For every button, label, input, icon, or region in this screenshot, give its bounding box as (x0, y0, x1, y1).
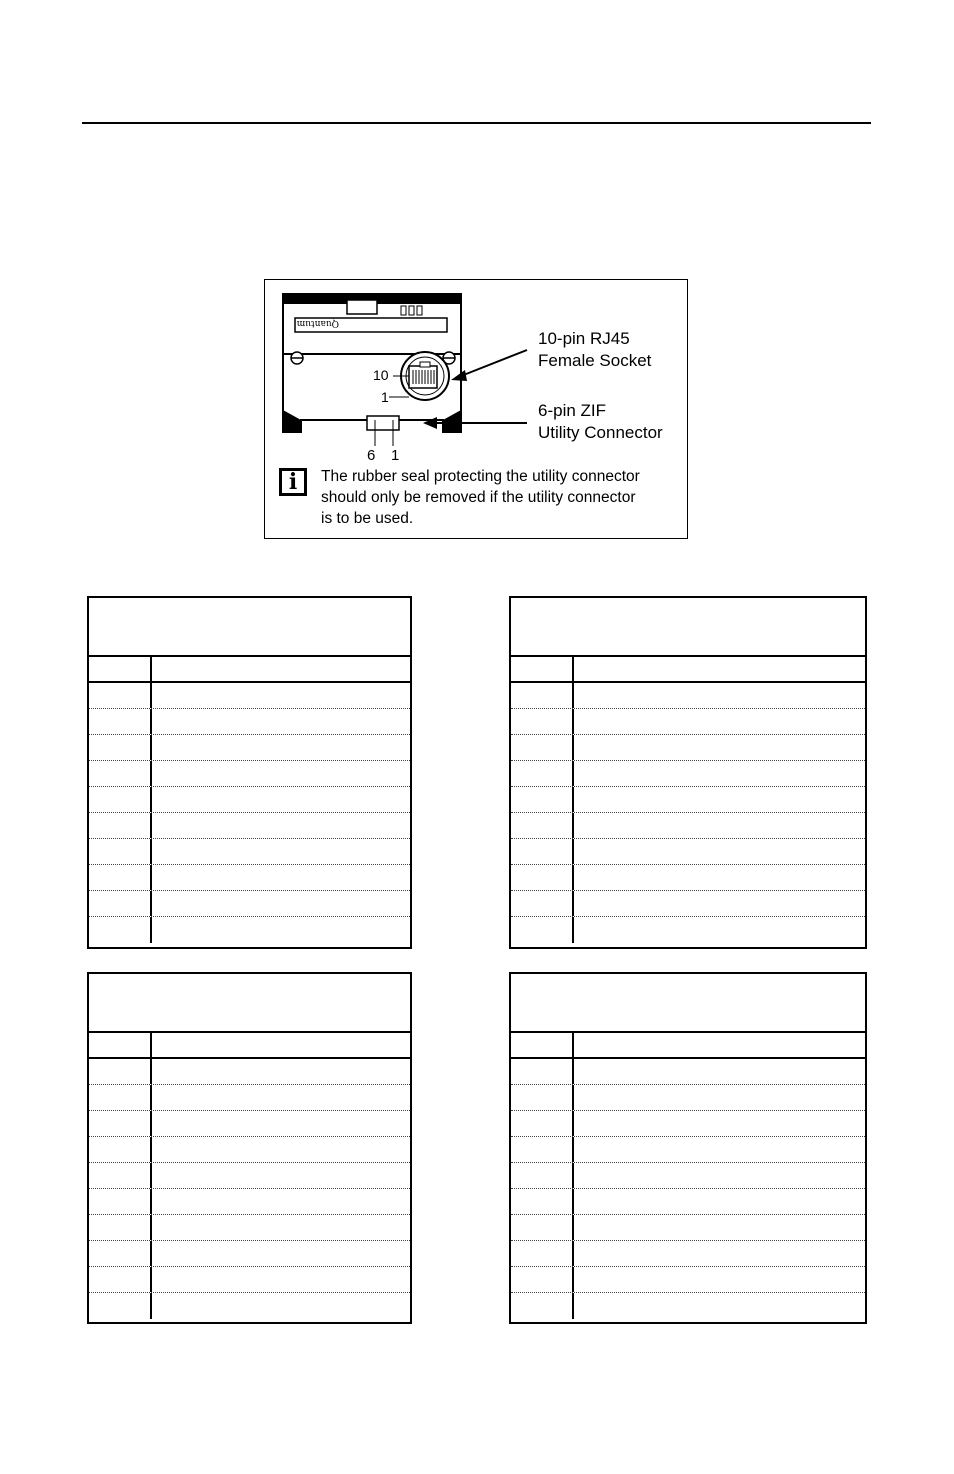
pin-cell (89, 1189, 152, 1214)
rj45-callout-line1: 10-pin RJ45 (538, 329, 630, 348)
table-row (89, 1163, 410, 1189)
pinout-table-2 (509, 596, 867, 949)
pin-cell (511, 761, 574, 786)
pin-cell (89, 761, 152, 786)
pin-cell (511, 1241, 574, 1266)
table-row (89, 839, 410, 865)
table-row (511, 1137, 865, 1163)
signal-cell (152, 1059, 410, 1084)
signal-cell (574, 1085, 865, 1110)
signal-cell (152, 1111, 410, 1136)
signal-cell (574, 1241, 865, 1266)
pin-cell (511, 1215, 574, 1240)
pin-cell (511, 683, 574, 708)
table-row (89, 1111, 410, 1137)
signal-cell (152, 787, 410, 812)
signal-cell (574, 1215, 865, 1240)
signal-cell (152, 761, 410, 786)
signal-column-header (152, 657, 410, 681)
table-row (511, 891, 865, 917)
signal-cell (152, 735, 410, 760)
table-row (89, 1267, 410, 1293)
device-logo: Quantum (296, 318, 339, 328)
table-row (511, 1241, 865, 1267)
signal-cell (152, 839, 410, 864)
table-row (511, 1189, 865, 1215)
pin-column-header (89, 1033, 152, 1057)
table-row (89, 1215, 410, 1241)
table-row (89, 787, 410, 813)
signal-cell (152, 1137, 410, 1162)
signal-cell (152, 1293, 410, 1319)
pin-cell (511, 1293, 574, 1319)
table-column-header (89, 657, 410, 683)
pin-column-header (511, 657, 574, 681)
note-line: should only be removed if the utility connector (321, 489, 636, 506)
zif-callout-line2: Utility Connector (538, 423, 663, 442)
note-line: is to be used. (321, 510, 414, 527)
pin-cell (511, 1111, 574, 1136)
table-row (89, 1137, 410, 1163)
signal-cell (574, 865, 865, 890)
signal-cell (152, 813, 410, 838)
table-column-header (511, 657, 865, 683)
pin-cell (89, 709, 152, 734)
table-row (89, 1059, 410, 1085)
signal-cell (574, 1163, 865, 1188)
signal-cell (152, 891, 410, 916)
pin-cell (511, 1085, 574, 1110)
signal-cell (574, 735, 865, 760)
table-row (511, 683, 865, 709)
pin-cell (89, 1059, 152, 1084)
pin-column-header (89, 657, 152, 681)
table-row (511, 839, 865, 865)
table-row (511, 865, 865, 891)
table-row (89, 761, 410, 787)
signal-cell (574, 709, 865, 734)
pinout-table-4 (509, 972, 867, 1324)
pin-cell (89, 839, 152, 864)
signal-cell (574, 1189, 865, 1214)
pin-cell (511, 813, 574, 838)
pin-cell (89, 683, 152, 708)
table-row (511, 1293, 865, 1319)
header-rule (82, 122, 871, 124)
table-row (511, 787, 865, 813)
zif-connector-icon (367, 416, 399, 430)
signal-cell (152, 1085, 410, 1110)
table-row (89, 683, 410, 709)
signal-cell (574, 1111, 865, 1136)
signal-column-header (152, 1033, 410, 1057)
pin-cell (511, 891, 574, 916)
table-row (89, 891, 410, 917)
pin-cell (511, 1189, 574, 1214)
pin-cell (511, 865, 574, 890)
pin-cell (89, 1163, 152, 1188)
pin-cell (511, 735, 574, 760)
zif-pin-1-label: 1 (391, 447, 400, 464)
table-row (511, 761, 865, 787)
signal-column-header (574, 1033, 865, 1057)
pin-cell (89, 1137, 152, 1162)
table-row (89, 735, 410, 761)
table-row (511, 735, 865, 761)
device-window (347, 300, 377, 314)
table-row (89, 1241, 410, 1267)
pin-cell (89, 1111, 152, 1136)
rj45-callout-arrow (461, 350, 527, 376)
table-title-cell (511, 974, 865, 1033)
signal-cell (574, 891, 865, 916)
pinout-table-1 (87, 596, 412, 949)
signal-cell (152, 1241, 410, 1266)
rj45-callout-line2: Female Socket (538, 351, 652, 370)
pin-column-header (511, 1033, 574, 1057)
signal-cell (574, 813, 865, 838)
pin-cell (89, 813, 152, 838)
pin-cell (89, 917, 152, 943)
signal-cell (574, 787, 865, 812)
pin-cell (511, 1267, 574, 1292)
signal-cell (152, 1189, 410, 1214)
info-icon: i (279, 468, 307, 496)
table-row (89, 1293, 410, 1319)
table-row (511, 1085, 865, 1111)
table-row (89, 917, 410, 943)
connector-figure (264, 279, 688, 539)
signal-column-header (574, 657, 865, 681)
signal-cell (574, 917, 865, 943)
signal-cell (574, 1293, 865, 1319)
signal-cell (574, 839, 865, 864)
pin-cell (89, 1293, 152, 1319)
pin-cell (89, 865, 152, 890)
signal-cell (574, 1059, 865, 1084)
zif-pin-6-label: 6 (367, 447, 376, 464)
pin-cell (511, 1137, 574, 1162)
status-leds (401, 306, 422, 315)
signal-cell (152, 917, 410, 943)
signal-cell (152, 1267, 410, 1292)
signal-cell (152, 683, 410, 708)
pin-cell (511, 917, 574, 943)
table-row (89, 813, 410, 839)
signal-cell (574, 1267, 865, 1292)
table-row (89, 709, 410, 735)
pin-cell (89, 1215, 152, 1240)
table-row (511, 917, 865, 943)
table-row (511, 1059, 865, 1085)
table-row (511, 1267, 865, 1293)
signal-cell (152, 709, 410, 734)
table-title-cell (89, 598, 410, 657)
pin-cell (89, 891, 152, 916)
signal-cell (574, 761, 865, 786)
table-row (89, 1189, 410, 1215)
info-note-text (321, 466, 681, 529)
pin-cell (89, 735, 152, 760)
note-line: The rubber seal protecting the utility connector (321, 468, 640, 485)
signal-cell (152, 1215, 410, 1240)
pin-cell (511, 787, 574, 812)
table-row (511, 1163, 865, 1189)
pin-cell (89, 1241, 152, 1266)
screw-left-icon (291, 352, 303, 364)
table-row (511, 1111, 865, 1137)
signal-cell (574, 1137, 865, 1162)
pin-cell (89, 787, 152, 812)
pin-cell (511, 839, 574, 864)
table-row (89, 1085, 410, 1111)
signal-cell (152, 1163, 410, 1188)
table-title-cell (89, 974, 410, 1033)
table-row (511, 813, 865, 839)
signal-cell (152, 865, 410, 890)
pin-cell (89, 1267, 152, 1292)
table-column-header (89, 1033, 410, 1059)
table-row (511, 709, 865, 735)
pin-cell (511, 1059, 574, 1084)
pin-cell (89, 1085, 152, 1110)
pin-cell (511, 709, 574, 734)
rj45-pin-1-label: 1 (381, 389, 389, 405)
pinout-table-3 (87, 972, 412, 1324)
zif-callout-line1: 6-pin ZIF (538, 401, 607, 420)
table-column-header (511, 1033, 865, 1059)
table-title-cell (511, 598, 865, 657)
rj45-pin-10-label: 10 (373, 367, 389, 383)
pin-cell (511, 1163, 574, 1188)
table-row (511, 1215, 865, 1241)
signal-cell (574, 683, 865, 708)
table-row (89, 865, 410, 891)
